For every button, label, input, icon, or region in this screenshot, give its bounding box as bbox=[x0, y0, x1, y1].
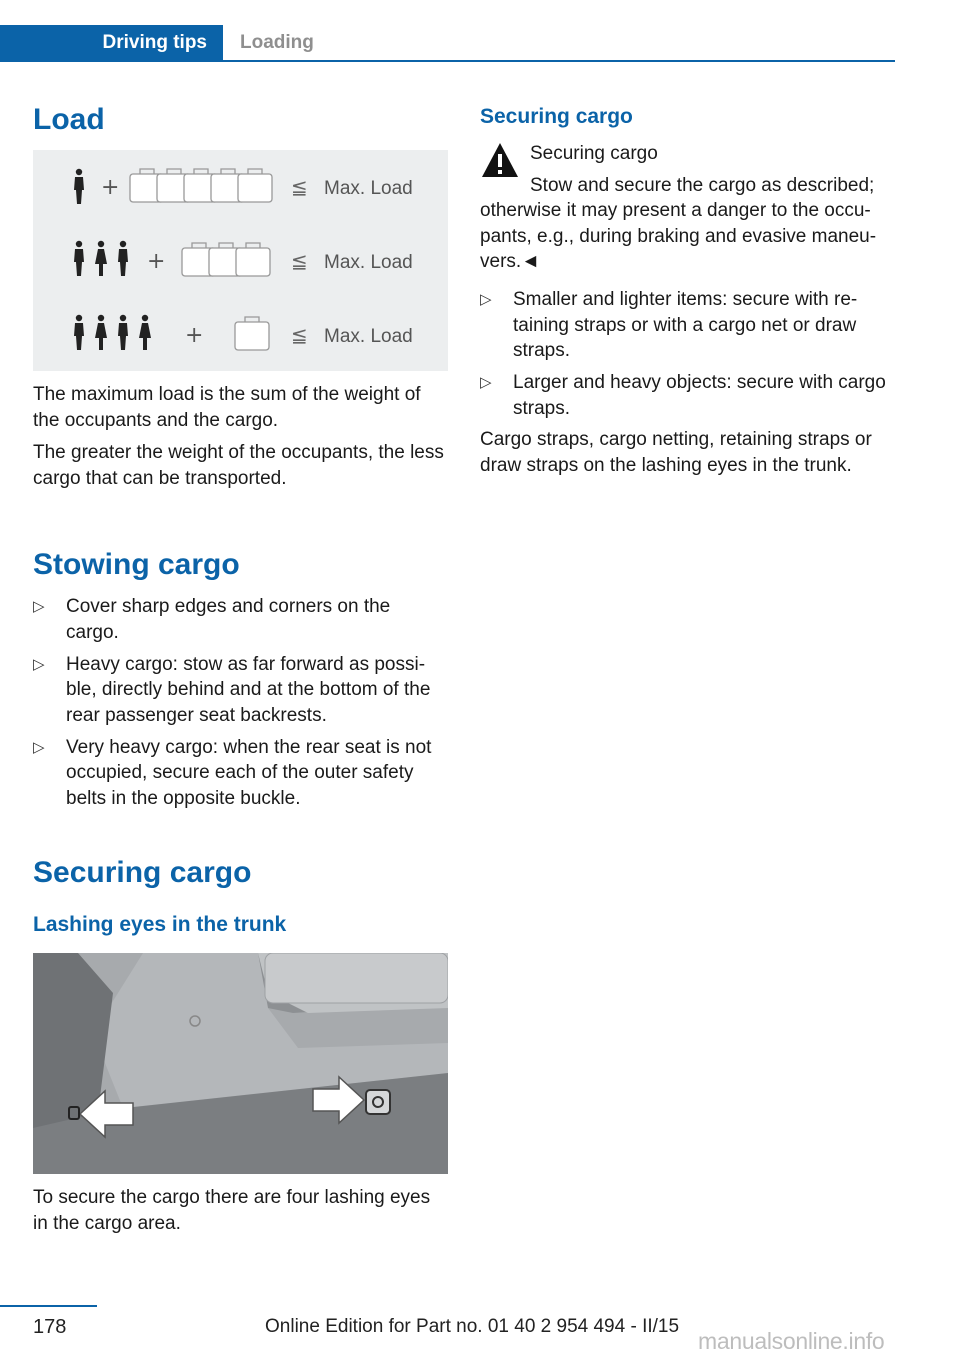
cargo-straps-paragraph: Cargo straps, cargo netting, retaining straps or draw straps on the lashing eyes in the trunk. bbox=[480, 429, 872, 476]
list-item: ▷ Smaller and lighter items: secure with re‐taining straps or with a cargo net or draw straps. bbox=[480, 289, 858, 361]
load-paragraph-1: The maximum load is the sum of the weight of the occupants and the cargo. bbox=[33, 384, 421, 431]
warning-text-rest: otherwise it may present a danger to the occu‐pants, e.g., during braking and evasive maneu‐vers.◄ bbox=[480, 200, 877, 272]
max-load-label-2: Max. Load bbox=[324, 252, 413, 273]
securing-cargo-heading: Securing cargo bbox=[480, 105, 633, 128]
load-title: Load bbox=[33, 103, 105, 136]
trunk-illustration bbox=[33, 953, 448, 1174]
triangle-right-icon: ▷ bbox=[480, 291, 492, 308]
triangle-right-icon: ▷ bbox=[33, 598, 45, 615]
list-item: ▷ Very heavy cargo: when the rear seat is not occupied, secure each of the outer safety belts in the opposite buckle. bbox=[33, 736, 432, 809]
warning-text-line1: Stow and secure the cargo as described; bbox=[530, 175, 875, 196]
stowing-cargo-title: Stowing cargo bbox=[33, 548, 240, 581]
triangle-right-icon: ▷ bbox=[480, 374, 492, 391]
svg-text:≦: ≦ bbox=[291, 249, 308, 273]
tab-loading[interactable]: Loading bbox=[240, 32, 314, 53]
max-load-figure bbox=[33, 150, 448, 371]
triangle-right-icon: ▷ bbox=[33, 655, 45, 673]
footer-divider bbox=[0, 1305, 97, 1307]
watermark: manualsonline.info bbox=[698, 1328, 885, 1354]
warning-triangle-icon bbox=[480, 140, 520, 182]
edition-text: Online Edition for Part no. 01 40 2 954 494 - II/15 bbox=[265, 1316, 680, 1337]
svg-text:≦: ≦ bbox=[291, 323, 308, 347]
securing-cargo-title: Securing cargo bbox=[33, 856, 252, 889]
trunk-lashing-eyes-photo bbox=[33, 953, 448, 1174]
max-load-label-3: Max. Load bbox=[324, 326, 413, 347]
load-paragraph-2: The greater the weight of the occupants, the less cargo that can be transported. bbox=[33, 442, 444, 489]
max-load-illustration bbox=[33, 150, 448, 371]
lashing-eyes-subtitle: Lashing eyes in the trunk bbox=[33, 913, 287, 936]
svg-text:+: + bbox=[101, 175, 120, 200]
page-number: 178 bbox=[33, 1316, 67, 1338]
list-item: ▷ Cover sharp edges and corners on the cargo. bbox=[33, 596, 391, 643]
tab-driving-tips[interactable]: Driving tips bbox=[0, 25, 223, 60]
svg-text:≦: ≦ bbox=[291, 175, 308, 199]
securing-cargo-list bbox=[480, 287, 895, 428]
warning-title: Securing cargo bbox=[530, 143, 658, 164]
header-tabbar bbox=[0, 25, 895, 62]
lashing-eyes-paragraph: To secure the cargo there are four lashing eyes in the cargo area. bbox=[33, 1187, 431, 1234]
triangle-right-icon: ▷ bbox=[33, 738, 45, 756]
list-item: ▷ Heavy cargo: stow as far forward as possi‐ble, directly behind and at the bottom of the rear passenger seat backrests. bbox=[33, 653, 431, 726]
max-load-label-1: Max. Load bbox=[324, 178, 413, 199]
stowing-cargo-list bbox=[33, 594, 448, 818]
list-item: ▷ Larger and heavy objects: secure with cargo straps. bbox=[480, 372, 886, 419]
svg-text:+: + bbox=[185, 323, 204, 348]
svg-text:+: + bbox=[147, 249, 166, 274]
